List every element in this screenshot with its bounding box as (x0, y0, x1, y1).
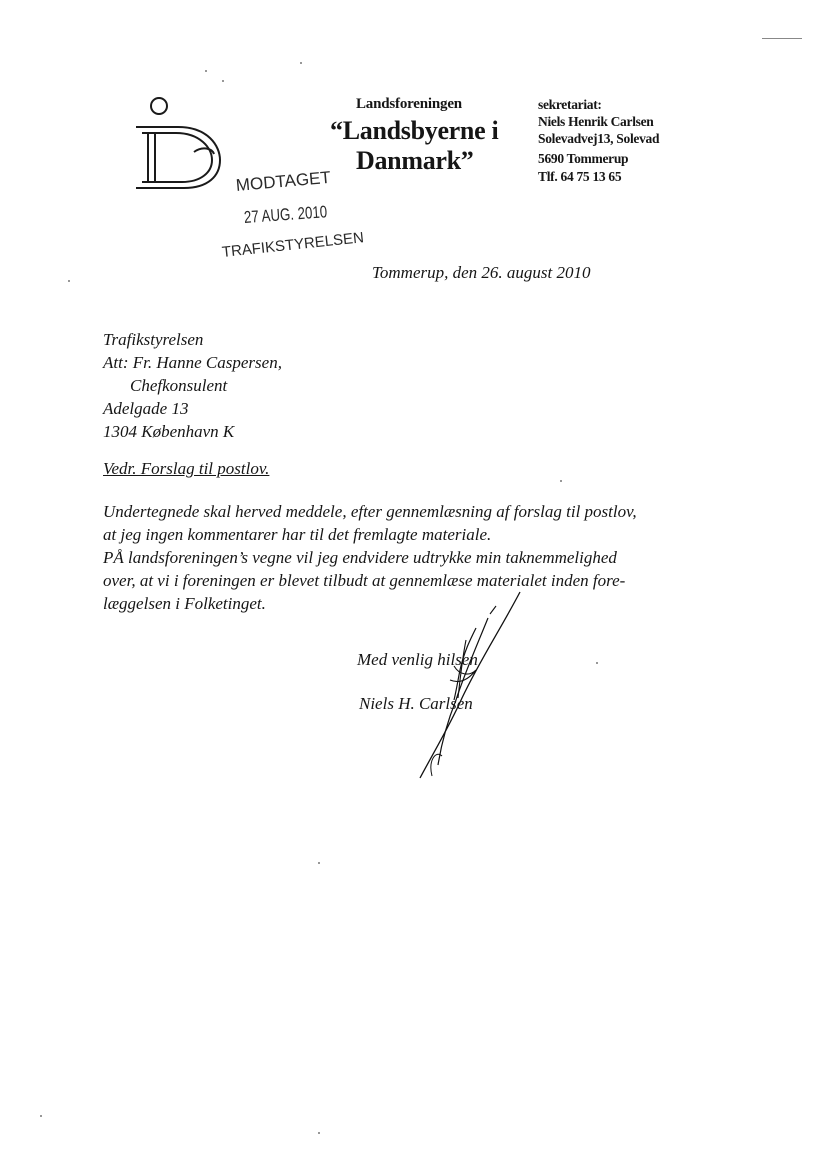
stamp-date: 27 AUG. 2010 (243, 202, 328, 227)
recipient-organisation: Trafikstyrelsen (103, 330, 204, 349)
scan-speck (205, 70, 207, 72)
scan-speck (318, 1132, 320, 1134)
body-line: PÅ landsforeningen’s vegne vil jeg endvidere udtrykke min taknemmelighed (103, 548, 617, 567)
stamp-agency: TRAFIKSTYRELSEN (221, 229, 365, 261)
signer-name: Niels H. Carlsen (359, 694, 473, 713)
body-line: at jeg ingen kommentarer har til det fremlagte materiale. (103, 525, 492, 544)
scan-speck (40, 1115, 42, 1117)
secretariat-address: Solevadvej13, Solevad (538, 131, 660, 146)
place-date: Tommerup, den 26. august 2010 (372, 263, 591, 282)
secretariat-city: 5690 Tommerup (538, 151, 629, 166)
closing: Med venlig hilsen (357, 650, 478, 669)
secretariat-phone: Tlf. 64 75 13 65 (538, 169, 622, 184)
letter-subject: Vedr. Forslag til postlov. (103, 459, 270, 478)
scan-speck (68, 280, 70, 282)
scan-speck (318, 862, 320, 864)
recipient-title: Chefkonsulent (130, 376, 228, 395)
scan-speck (596, 662, 598, 664)
stamp-status: MODTAGET (235, 167, 332, 195)
org-name-line1: “Landsbyerne i (330, 116, 499, 145)
recipient-street: Adelgade 13 (103, 399, 189, 418)
recipient-city: 1304 København K (103, 422, 235, 441)
scan-speck (300, 62, 302, 64)
scan-speck (222, 80, 224, 82)
org-prefix: Landsforeningen (356, 96, 462, 112)
body-line: Undertegnede skal herved meddele, efter gennemlæsning af forslag til postlov, (103, 502, 637, 521)
secretariat-heading: sekretariat: (538, 97, 602, 112)
handwritten-signature (380, 580, 540, 790)
scan-speck (560, 480, 562, 482)
secretariat-name: Niels Henrik Carlsen (538, 114, 654, 129)
org-name-line2: Danmark” (356, 146, 474, 175)
scan-mark (762, 38, 802, 39)
body-line: over, at vi i foreningen er blevet tilbudt at gennemlæse materialet inden fore- (103, 571, 626, 590)
body-line: læggelsen i Folketinget. (103, 594, 266, 613)
recipient-attention: Att: Fr. Hanne Caspersen, (103, 353, 282, 372)
association-logo-icon (128, 96, 228, 196)
